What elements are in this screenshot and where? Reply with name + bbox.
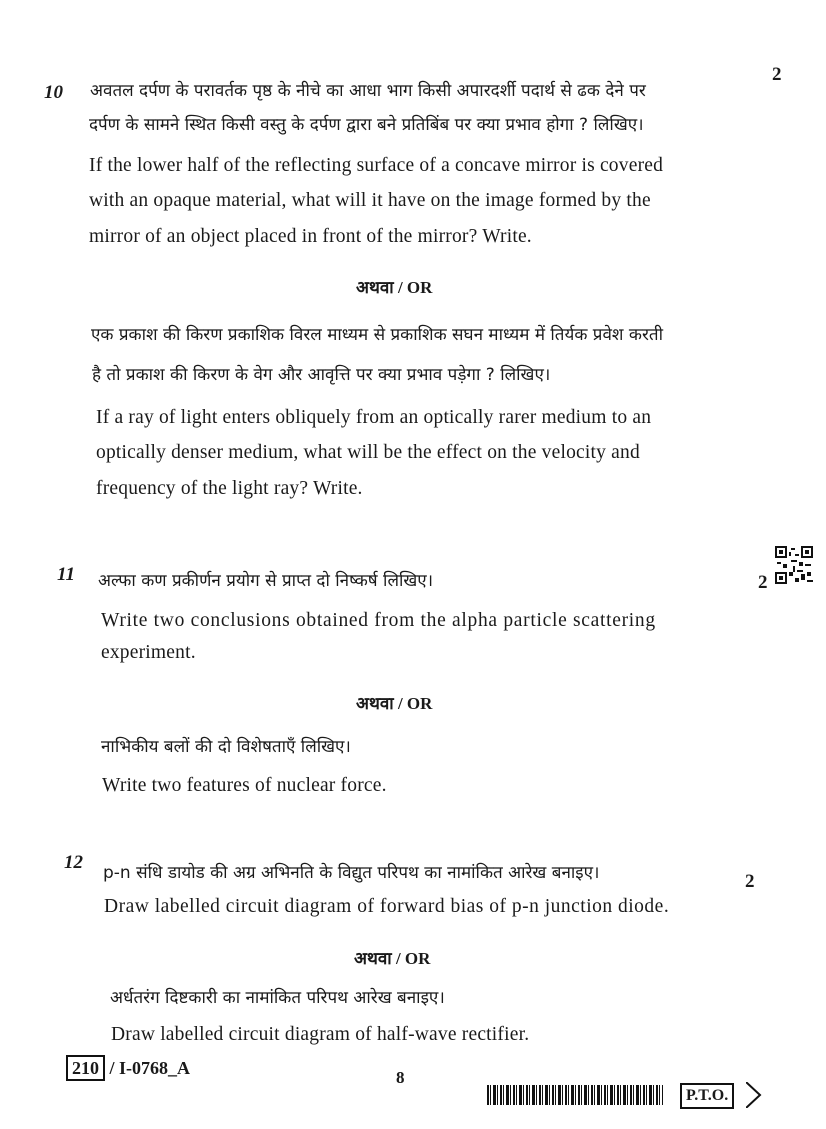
- or-separator: अथवा / OR: [356, 694, 433, 713]
- barcode: [487, 1085, 663, 1105]
- question-number: 11: [57, 564, 75, 585]
- english-question-line: experiment.: [101, 642, 196, 663]
- english-alternative-line: If a ray of light enters obliquely from an optically rarer medium to an: [96, 407, 652, 428]
- english-alternative-line: Draw labelled circuit diagram of half-wave rectifier.: [111, 1024, 530, 1045]
- or-separator: अथवा / OR: [356, 278, 433, 297]
- question-12: [0, 840, 826, 1060]
- question-number: 12: [64, 852, 83, 873]
- hindi-question-line: दर्पण के सामने स्थित किसी वस्तु के दर्पण द्वारा बने प्रतिबिंब पर क्या प्रभाव होगा ? लिखिए।: [89, 115, 644, 135]
- paper-code: [66, 1055, 190, 1081]
- english-question-line: with an opaque material, what will it have on the image formed by the: [89, 190, 651, 211]
- english-question-line: mirror of an object placed in front of the mirror? Write.: [89, 226, 532, 247]
- pto-marker: [680, 1083, 734, 1109]
- hindi-question-line: अवतल दर्पण के परावर्तक पृष्ठ के नीचे का आधा भाग किसी अपारदर्शी पदार्थ से ढक देने पर: [90, 81, 646, 101]
- question-11: [0, 540, 826, 810]
- paper-code-suffix: / I-0768_A: [109, 1058, 190, 1078]
- english-question-line: Draw labelled circuit diagram of forward bias of p-n junction diode.: [104, 896, 670, 917]
- english-question-line: If the lower half of the reflecting surface of a concave mirror is covered: [89, 155, 664, 176]
- or-separator: अथवा / OR: [354, 949, 431, 968]
- english-question-line: Write two conclusions obtained from the alpha particle scattering: [101, 610, 656, 631]
- marks: 2: [758, 572, 768, 593]
- question-number: 10: [44, 82, 63, 103]
- arrow-right-icon: [746, 1082, 762, 1108]
- question-10: [0, 0, 826, 520]
- paper-code-box: 210: [66, 1055, 105, 1081]
- page-footer: [0, 1050, 826, 1110]
- pto-label: P.T.O.: [680, 1083, 734, 1109]
- marks: 2: [745, 871, 755, 892]
- hindi-question-line: अल्फा कण प्रकीर्णन प्रयोग से प्राप्त दो निष्कर्ष लिखिए।: [98, 571, 434, 591]
- hindi-alternative-line: नाभिकीय बलों की दो विशेषताएँ लिखिए।: [101, 737, 351, 757]
- english-alternative-line: optically denser medium, what will be the effect on the velocity and: [96, 442, 640, 463]
- hindi-alternative-line: अर्धतरंग दिष्टकारी का नामांकित परिपथ आरेख बनाइए।: [110, 988, 445, 1008]
- english-alternative-line: frequency of the light ray? Write.: [96, 478, 363, 499]
- page-number: 8: [396, 1068, 405, 1087]
- marks: 2: [772, 64, 782, 85]
- hindi-alternative-line: है तो प्रकाश की किरण के वेग और आवृत्ति पर क्या प्रभाव पड़ेगा ? लिखिए।: [92, 365, 551, 385]
- hindi-question-line: p-n संधि डायोड की अग्र अभिनति के विद्युत परिपथ का नामांकित आरेख बनाइए।: [103, 863, 600, 883]
- hindi-alternative-line: एक प्रकाश की किरण प्रकाशिक विरल माध्यम से प्रकाशिक सघन माध्यम में तिर्यक प्रवेश करती: [91, 325, 664, 345]
- english-alternative-line: Write two features of nuclear force.: [102, 775, 387, 796]
